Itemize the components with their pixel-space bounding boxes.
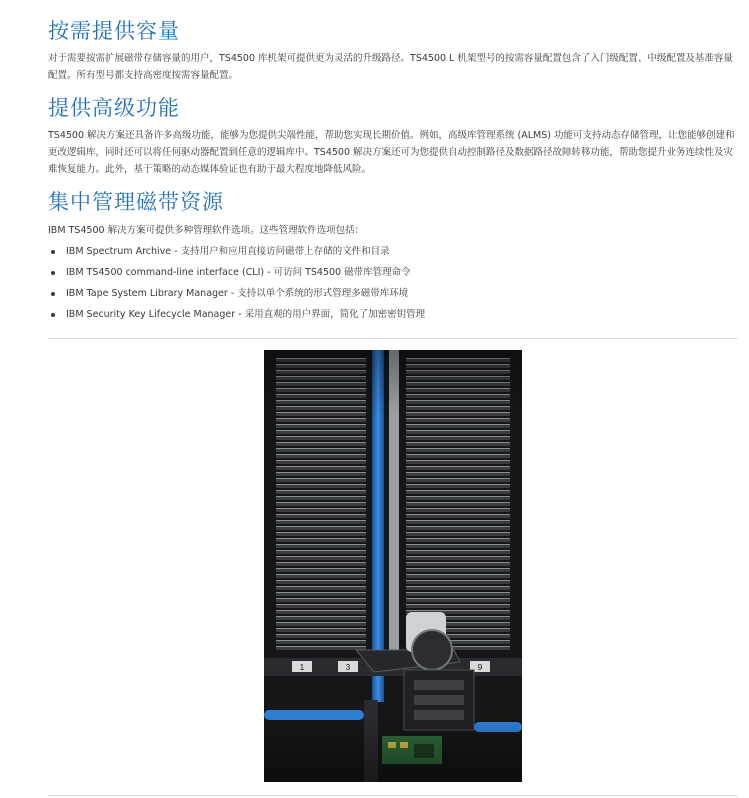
section-title-advanced-features: 提供高级功能 [48, 96, 180, 120]
bullet-icon [51, 313, 55, 317]
paragraph-capacity: 对于需要按需扩展磁带存储容量的用户，TS4500 库机架可提供更为灵活的升级路径。TS4500 L 机架型号的按需容量配置包含了入门级配置、中级配置及基准容量配置。所有型号都支持高密度按需容量配置。 [48, 53, 733, 81]
section-title-central-management: 集中管理磁带资源 [48, 190, 224, 214]
list-item-text: IBM Spectrum Archive - 支持用户和应用直接访问磁带上存储的文件和目录 [66, 246, 390, 257]
section-title-capacity: 按需提供容量 [48, 19, 180, 43]
list-item [48, 265, 425, 286]
paragraph-central-management: IBM TS4500 解决方案可提供多种管理软件选项。这些管理软件选项包括： [48, 225, 365, 236]
list-item [48, 307, 425, 328]
list-item [48, 286, 425, 307]
paragraph-advanced-features: TS4500 解决方案还具备许多高级功能，能够为您提供尖端性能，帮助您实现长期价值。例如，高级库管理系统 (ALMS) 功能可支持动态存储管理，让您能够创建和更改逻辑库，同时还可以将任何驱动器配置到任意的逻辑库中。TS4500 解决方案还可为您提供自动控制路径及数据路径故障转移功能，帮助您提升业务连续性及灾难恢复能力。此外，基于策略的动态媒体验证也有助于最大程度地降低风险。 [48, 130, 735, 175]
bullet-icon [51, 250, 55, 254]
bullet-icon [51, 271, 55, 275]
list-item-text: IBM TS4500 command-line interface (CLI) - 可访问 TS4500 磁带库管理命令 [66, 267, 411, 278]
tape-library-photo [264, 350, 522, 782]
list-item-text: IBM Security Key Lifecycle Manager - 采用直观的用户界面，简化了加密密钥管理 [66, 309, 426, 320]
list-item-text: IBM Tape System Library Manager - 支持以单个系统的形式管理多磁带库环境 [66, 288, 409, 299]
divider-bottom [48, 795, 738, 796]
bullet-icon [51, 292, 55, 296]
software-options-list [48, 244, 425, 328]
divider-top [48, 338, 738, 339]
list-item [48, 244, 425, 265]
photo-shading [264, 350, 522, 782]
